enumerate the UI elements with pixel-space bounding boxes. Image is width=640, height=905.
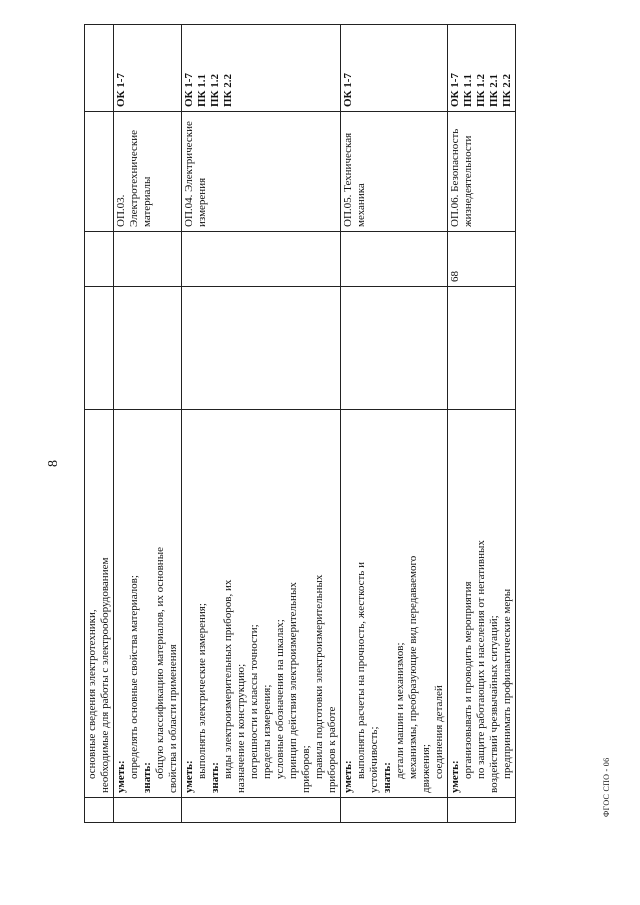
competency-code: ПК 1.1	[462, 73, 474, 107]
competency-code: ПК 1.2	[209, 73, 221, 107]
competency-code: ПК 2.2	[222, 73, 234, 107]
discipline-cell: ОП.05. Техническая механика	[341, 112, 448, 232]
competency-codes-cell	[85, 25, 114, 112]
requirement-heading: уметь:	[115, 760, 127, 793]
competency-code: ПК 1.1	[196, 73, 208, 107]
requirement-line: механизмы, преобразующие вид передаваемого	[407, 555, 419, 779]
requirements-cell	[448, 410, 516, 798]
requirement-line: виды электроизмерительных приборов, их	[222, 579, 234, 779]
competency-codes-cell	[341, 25, 448, 112]
requirement-line: предпринимать профилактические меры	[501, 588, 513, 779]
requirement-line: воздействий чрезвычайных ситуаций;	[488, 615, 500, 793]
competency-codes-cell	[114, 25, 182, 112]
discipline-cell: ОП.04. Электрические измерения	[182, 112, 341, 232]
requirement-heading: уметь:	[183, 760, 195, 793]
max-load-cell	[182, 287, 341, 410]
hours-cell	[85, 232, 114, 287]
requirement-line: погрешности и классы точности;	[248, 624, 260, 779]
requirement-heading: уметь:	[449, 760, 461, 793]
page-number: 8	[46, 460, 61, 467]
max-load-cell	[341, 287, 448, 410]
requirement-line: приборов к работе	[326, 706, 338, 793]
index-cell	[85, 798, 114, 823]
footer-label: ФГОС СПО - 06	[602, 757, 611, 817]
requirement-line: правила подготовки электроизмерительных	[313, 574, 325, 779]
max-load-cell	[448, 287, 516, 410]
requirement-line: определять основные свойства материалов;	[128, 575, 140, 779]
index-cell	[182, 798, 341, 823]
requirement-heading: знать:	[381, 762, 393, 793]
competency-code: ОК 1-7	[115, 73, 127, 107]
competency-code: ОК 1-7	[342, 73, 354, 107]
requirement-line: основные сведения электротехники,	[86, 609, 98, 779]
table-row	[341, 25, 448, 823]
competency-codes-cell	[448, 25, 516, 112]
requirements-cell	[114, 410, 182, 798]
competency-code: ОК 1-7	[449, 73, 461, 107]
requirements-cell	[85, 410, 114, 798]
requirement-line: пределы измерения;	[261, 684, 273, 779]
requirement-line: по защите работающих и населения от негативных	[475, 540, 487, 779]
requirement-line: общую классификацию материалов, их основные	[154, 547, 166, 779]
requirement-line: назначение и конструкцию;	[235, 663, 247, 793]
max-load-cell	[85, 287, 114, 410]
discipline-cell	[85, 112, 114, 232]
table-row	[85, 25, 114, 823]
table-row	[114, 25, 182, 823]
competency-code: ОК 1-7	[183, 73, 195, 107]
hours-cell	[341, 232, 448, 287]
requirement-line: приборов;	[300, 745, 312, 793]
requirement-line: детали машин и механизмов;	[394, 642, 406, 779]
requirement-line: выполнять расчеты на прочность, жесткость и	[355, 562, 367, 779]
competency-table	[84, 24, 516, 823]
requirement-heading: знать:	[209, 762, 221, 793]
competency-codes-cell	[182, 25, 341, 112]
index-cell	[448, 798, 516, 823]
index-cell	[341, 798, 448, 823]
requirement-line: условные обозначения на шкалах;	[274, 619, 286, 779]
table-row	[448, 25, 516, 823]
competency-code: ПК 1.2	[475, 73, 487, 107]
requirement-line: движения;	[420, 744, 432, 793]
requirement-line: свойства и области применения	[167, 644, 179, 793]
requirement-line: принцип действия электроизмерительных	[287, 582, 299, 779]
requirement-heading: уметь:	[342, 760, 354, 793]
requirement-line: необходимые для работы с электрооборудованием	[99, 557, 111, 793]
hours-cell: 68	[448, 232, 516, 287]
hours-cell	[182, 232, 341, 287]
discipline-cell: ОП.06. Безопасность жизнедеятельности	[448, 112, 516, 232]
requirements-cell	[341, 410, 448, 798]
max-load-cell	[114, 287, 182, 410]
requirement-line: устойчивость;	[368, 726, 380, 793]
index-cell	[114, 798, 182, 823]
table-row	[182, 25, 341, 823]
discipline-cell: ОП.03. Электротехнические материалы	[114, 112, 182, 232]
requirements-cell	[182, 410, 341, 798]
competency-code: ПК 2.2	[501, 73, 513, 107]
requirement-heading: знать:	[141, 762, 153, 793]
requirement-line: выполнять электрические измерения;	[196, 603, 208, 779]
requirement-line: организовывать и проводить мероприятия	[462, 581, 474, 779]
hours-cell	[114, 232, 182, 287]
requirement-line: соединения деталей	[433, 685, 445, 779]
competency-code: ПК 2.1	[488, 73, 500, 107]
